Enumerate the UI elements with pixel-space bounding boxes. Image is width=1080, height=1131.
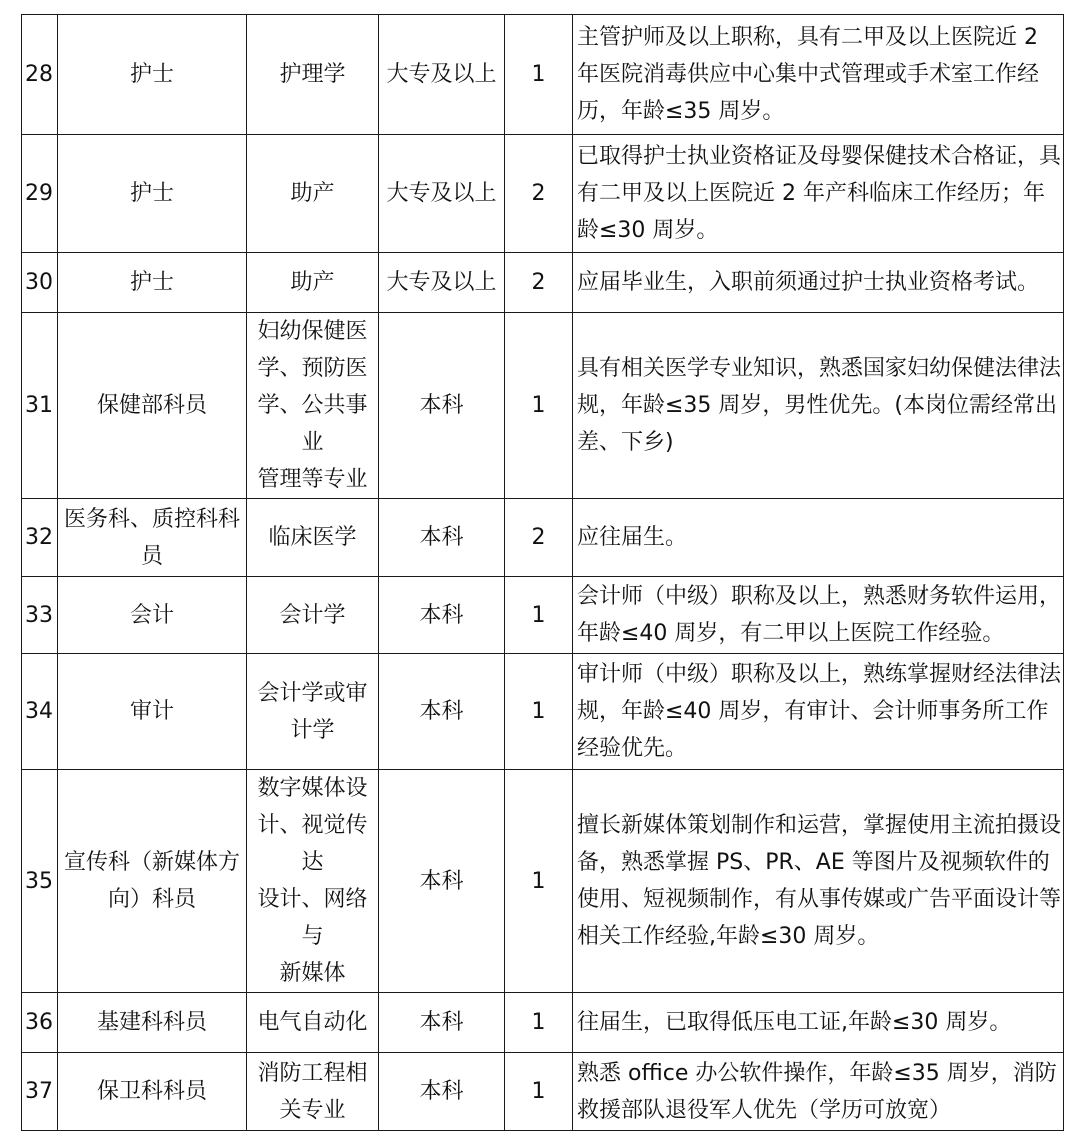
education: 大专及以上	[379, 135, 505, 253]
major: 妇幼保健医 学、预防医 学、公共事业 管理等专业	[247, 313, 379, 499]
headcount: 1	[505, 770, 573, 993]
table-row	[22, 1053, 1064, 1131]
row-number: 30	[22, 253, 58, 313]
education: 本科	[379, 1053, 505, 1131]
table-row	[22, 993, 1064, 1053]
table-row	[22, 577, 1064, 654]
headcount: 1	[505, 1053, 573, 1131]
table-row	[22, 654, 1064, 770]
major: 电气自动化	[247, 993, 379, 1053]
post-name: 护士	[58, 15, 247, 135]
requirements: 已取得护士执业资格证及母婴保健技术合格证，具有二甲及以上医院近 2 年产科临床工作经历；年龄≤30 周岁。	[573, 135, 1064, 253]
headcount: 1	[505, 654, 573, 770]
row-number: 37	[22, 1053, 58, 1131]
row-number: 35	[22, 770, 58, 993]
headcount: 2	[505, 499, 573, 577]
row-number: 32	[22, 499, 58, 577]
education: 本科	[379, 577, 505, 654]
post-name: 护士	[58, 135, 247, 253]
education: 本科	[379, 993, 505, 1053]
requirements: 熟悉 office 办公软件操作，年龄≤35 周岁，消防救援部队退役军人优先（学历可放宽）	[573, 1053, 1064, 1131]
education: 本科	[379, 654, 505, 770]
major: 会计学	[247, 577, 379, 654]
education: 大专及以上	[379, 15, 505, 135]
headcount: 1	[505, 15, 573, 135]
row-number: 31	[22, 313, 58, 499]
headcount: 1	[505, 577, 573, 654]
table-row	[22, 770, 1064, 993]
major: 会计学或审 计学	[247, 654, 379, 770]
headcount: 2	[505, 135, 573, 253]
requirements: 主管护师及以上职称，具有二甲及以上医院近 2 年医院消毒供应中心集中式管理或手术室工作经历，年龄≤35 周岁。	[573, 15, 1064, 135]
post-name: 宣传科（新媒体方 向）科员	[58, 770, 247, 993]
major: 临床医学	[247, 499, 379, 577]
row-number: 28	[22, 15, 58, 135]
table-row	[22, 135, 1064, 253]
post-name: 基建科科员	[58, 993, 247, 1053]
headcount: 1	[505, 313, 573, 499]
recruitment-table	[21, 14, 1064, 1131]
major: 消防工程相 关专业	[247, 1053, 379, 1131]
requirements: 审计师（中级）职称及以上，熟练掌握财经法律法规，年龄≤40 周岁，有审计、会计师事务所工作经验优先。	[573, 654, 1064, 770]
requirements: 应届毕业生，入职前须通过护士执业资格考试。	[573, 253, 1064, 313]
major: 护理学	[247, 15, 379, 135]
major: 数字媒体设 计、视觉传达 设计、网络与 新媒体	[247, 770, 379, 993]
row-number: 36	[22, 993, 58, 1053]
row-number: 29	[22, 135, 58, 253]
post-name: 医务科、质控科科 员	[58, 499, 247, 577]
education: 大专及以上	[379, 253, 505, 313]
headcount: 1	[505, 993, 573, 1053]
table-row	[22, 15, 1064, 135]
requirements: 应往届生。	[573, 499, 1064, 577]
table-row	[22, 313, 1064, 499]
requirements: 往届生，已取得低压电工证,年龄≤30 周岁。	[573, 993, 1064, 1053]
row-number: 33	[22, 577, 58, 654]
requirements: 擅长新媒体策划制作和运营，掌握使用主流拍摄设备，熟悉掌握 PS、PR、AE 等图片及视频软件的使用、短视频制作，有从事传媒或广告平面设计等相关工作经验,年龄≤30 周岁。	[573, 770, 1064, 993]
post-name: 会计	[58, 577, 247, 654]
table-row	[22, 253, 1064, 313]
post-name: 保卫科科员	[58, 1053, 247, 1131]
post-name: 保健部科员	[58, 313, 247, 499]
education: 本科	[379, 499, 505, 577]
requirements: 具有相关医学专业知识，熟悉国家妇幼保健法律法规，年龄≤35 周岁，男性优先。(本岗位需经常出差、下乡)	[573, 313, 1064, 499]
requirements: 会计师（中级）职称及以上，熟悉财务软件运用，年龄≤40 周岁，有二甲以上医院工作经验。	[573, 577, 1064, 654]
headcount: 2	[505, 253, 573, 313]
row-number: 34	[22, 654, 58, 770]
education: 本科	[379, 770, 505, 993]
table-row	[22, 499, 1064, 577]
major: 助产	[247, 253, 379, 313]
post-name: 审计	[58, 654, 247, 770]
major: 助产	[247, 135, 379, 253]
education: 本科	[379, 313, 505, 499]
post-name: 护士	[58, 253, 247, 313]
